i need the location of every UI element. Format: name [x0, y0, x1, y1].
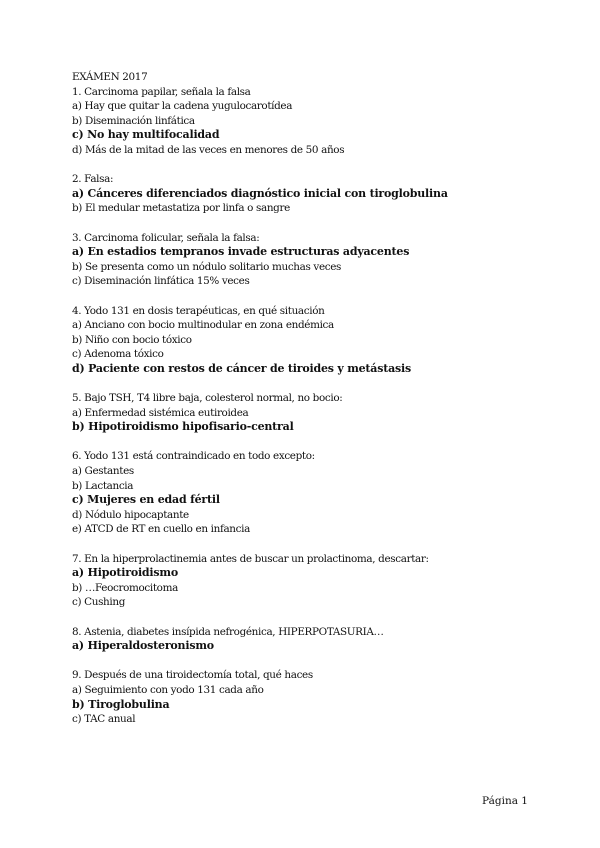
- question-stem: 5. Bajo TSH, T4 libre baja, colesterol normal, no bocio:: [72, 392, 343, 405]
- question-block: [72, 435, 542, 537]
- question-spacer: [72, 289, 542, 304]
- answer-option-correct: a) Hiperaldosteronismo: [72, 639, 214, 653]
- question-stem: 4. Yodo 131 en dosis terapéuticas, en qué situación: [72, 304, 325, 317]
- answer-option-correct: a) Cánceres diferenciados diagnóstico inicial con tiroglobulina: [72, 186, 448, 200]
- answer-option: b) Diseminación linfática: [72, 114, 195, 127]
- answer-option: e) ATCD de RT en cuello en infancia: [72, 523, 250, 536]
- answer-option: b) Lactancia: [72, 479, 134, 492]
- question-stem: 7. En la hiperprolactinemia antes de buscar un prolactinoma, descartar:: [72, 552, 429, 565]
- question-block: [72, 654, 542, 727]
- answer-option: b) Se presenta como un nódulo solitario muchas veces: [72, 260, 341, 273]
- question-block: [72, 158, 542, 216]
- answer-option: c) Adenoma tóxico: [72, 348, 164, 361]
- answer-option: a) Hay que quitar la cadena yugulocarotídea: [72, 100, 293, 113]
- answer-option-correct: d) Paciente con restos de cáncer de tiroides y metástasis: [72, 361, 411, 375]
- answer-option-correct: b) Hipotiroidismo hipofisario-central: [72, 420, 294, 434]
- answer-option: c) Cushing: [72, 596, 126, 609]
- question-block: [72, 537, 542, 610]
- question-spacer: [72, 435, 542, 450]
- question-stem: 3. Carcinoma folicular, señala la falsa:: [72, 231, 260, 244]
- question-stem: 8. Astenia, diabetes insípida nefrogénica, HIPERPOTASURIA…: [72, 625, 384, 638]
- page-number: Página 1: [482, 795, 528, 807]
- question-block: [72, 289, 542, 377]
- question-list: [72, 85, 542, 727]
- answer-option: a) Anciano con bocio multinodular en zona endémica: [72, 319, 334, 332]
- answer-option: a) Seguimiento con yodo 131 cada año: [72, 683, 264, 696]
- answer-option: b) Niño con bocio tóxico: [72, 333, 192, 346]
- question-block: [72, 610, 542, 654]
- question-spacer: [72, 654, 542, 669]
- answer-option-correct: c) No hay multifocalidad: [72, 128, 220, 142]
- question-block: [72, 216, 542, 289]
- question-block: [72, 376, 542, 434]
- answer-option-correct: b) Tiroglobulina: [72, 697, 170, 711]
- answer-option: a) Gestantes: [72, 465, 134, 478]
- answer-option: d) Nódulo hipocaptante: [72, 508, 189, 521]
- answer-option: b) …Feocromocitoma: [72, 581, 178, 594]
- question-stem: 6. Yodo 131 está contraindicado en todo excepto:: [72, 450, 315, 463]
- question-spacer: [72, 376, 542, 391]
- question-spacer: [72, 610, 542, 625]
- question-spacer: [72, 216, 542, 231]
- answer-option: a) Enfermedad sistémica eutiroidea: [72, 406, 249, 419]
- answer-option-correct: a) En estadios tempranos invade estructuras adyacentes: [72, 245, 410, 259]
- answer-option-correct: a) Hipotiroidismo: [72, 566, 178, 580]
- answer-option-correct: c) Mujeres en edad fértil: [72, 493, 220, 507]
- answer-option: d) Más de la mitad de las veces en menores de 50 años: [72, 143, 345, 156]
- question-stem: 1. Carcinoma papilar, señala la falsa: [72, 85, 251, 98]
- exam-title: EXÁMEN 2017: [72, 71, 148, 83]
- question-spacer: [72, 537, 542, 552]
- answer-option: c) Diseminación linfática 15% veces: [72, 275, 250, 288]
- question-stem: 2. Falsa:: [72, 173, 114, 186]
- question-stem: 9. Después de una tiroidectomía total, qué haces: [72, 669, 313, 682]
- answer-option: b) El medular metastatiza por linfa o sangre: [72, 202, 290, 215]
- question-spacer: [72, 158, 542, 173]
- question-block: [72, 85, 542, 158]
- document-page: [72, 70, 542, 727]
- answer-option: c) TAC anual: [72, 713, 136, 726]
